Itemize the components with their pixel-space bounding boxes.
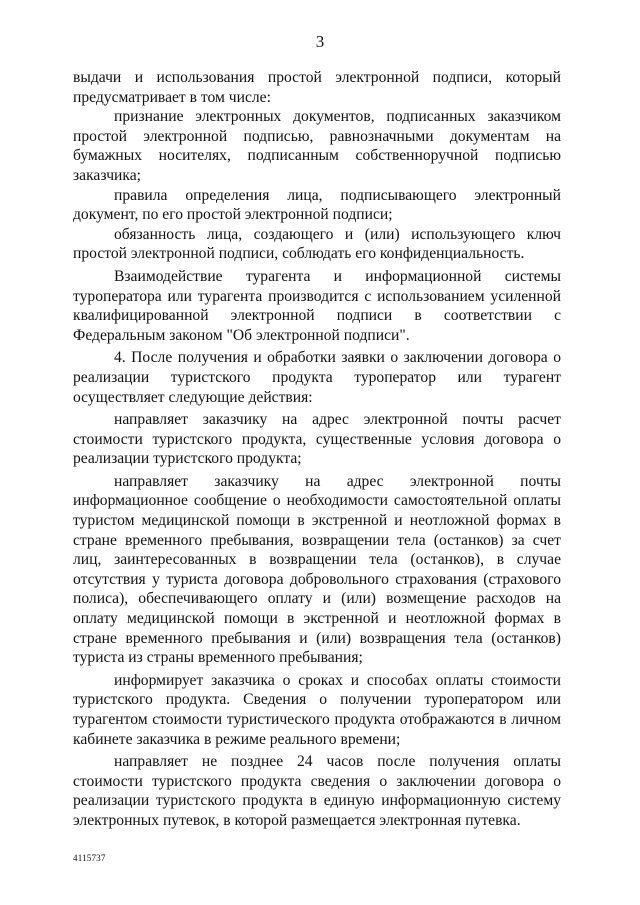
paragraph-2: признание электронных документов, подписанных заказчиком простой электронной подписью, равнозначными документам на бумажных носителях, подписанным собственноручной подписью заказчика; [73, 108, 561, 184]
paragraph-1: выдачи и использования простой электронной подписи, который предусматривает в том числе: [73, 69, 561, 106]
paragraph-5: Взаимодействие турагента и информационной системы туроператора или турагента производится с использованием усиленной квалифицированной электронной подписи в соответствии с Федеральным законом "Об электронной подписи". [73, 267, 561, 344]
page-number: 3 [315, 32, 325, 51]
document-code: 4115737 [73, 853, 106, 863]
paragraph-3: правила определения лица, подписывающего электронный документ, по его простой электронной подписи; [73, 186, 561, 224]
body-text [73, 68, 561, 831]
paragraph-8: направляет заказчику на адрес электронной почты информационное сообщение о необходимости самостоятельной оплаты туристом медицинской помощи в экстренной и неотложной формах в стране временного пребывания, возвращении тела (останков) за счет лиц, заинтересованных в возвращении тела (останков), в случае отсутствия у туриста договора добровольного страхования (страхового полиса), обеспечивающего оплату и (или) возмещение расходов на оплату медицинской помощи в экстренной и неотложной формах в стране временного пребывания и (или) возвращения тела (останков) туриста из страны временного пребывания; [73, 472, 561, 667]
paragraph-6: 4. После получения и обработки заявки о заключении договора о реализации туристского продукта туроператор или турагент осуществляет следующие действия: [73, 349, 561, 406]
paragraph-10: направляет не позднее 24 часов после получения оплаты стоимости туристского продукта сведения о заключении договора о реализации туристского продукта в единую информационную систему электронных путевок, в которой размещается электронная путевка. [73, 753, 561, 829]
paragraph-4: обязанность лица, создающего и (или) использующего ключ простой электронной подписи, соблюдать его конфиденциальность. [73, 225, 561, 263]
paragraph-7: направляет заказчику на адрес электронной почты расчет стоимости туристского продукта, существенные условия договора о реализации туристского продукта; [73, 411, 561, 468]
paragraph-9: информирует заказчика о сроках и способах оплаты стоимости туристского продукта. Сведения о получении туроператором или турагентом стоимости туристического продукта отображаются в личном кабинете заказчика в режиме реального времени; [73, 671, 561, 748]
